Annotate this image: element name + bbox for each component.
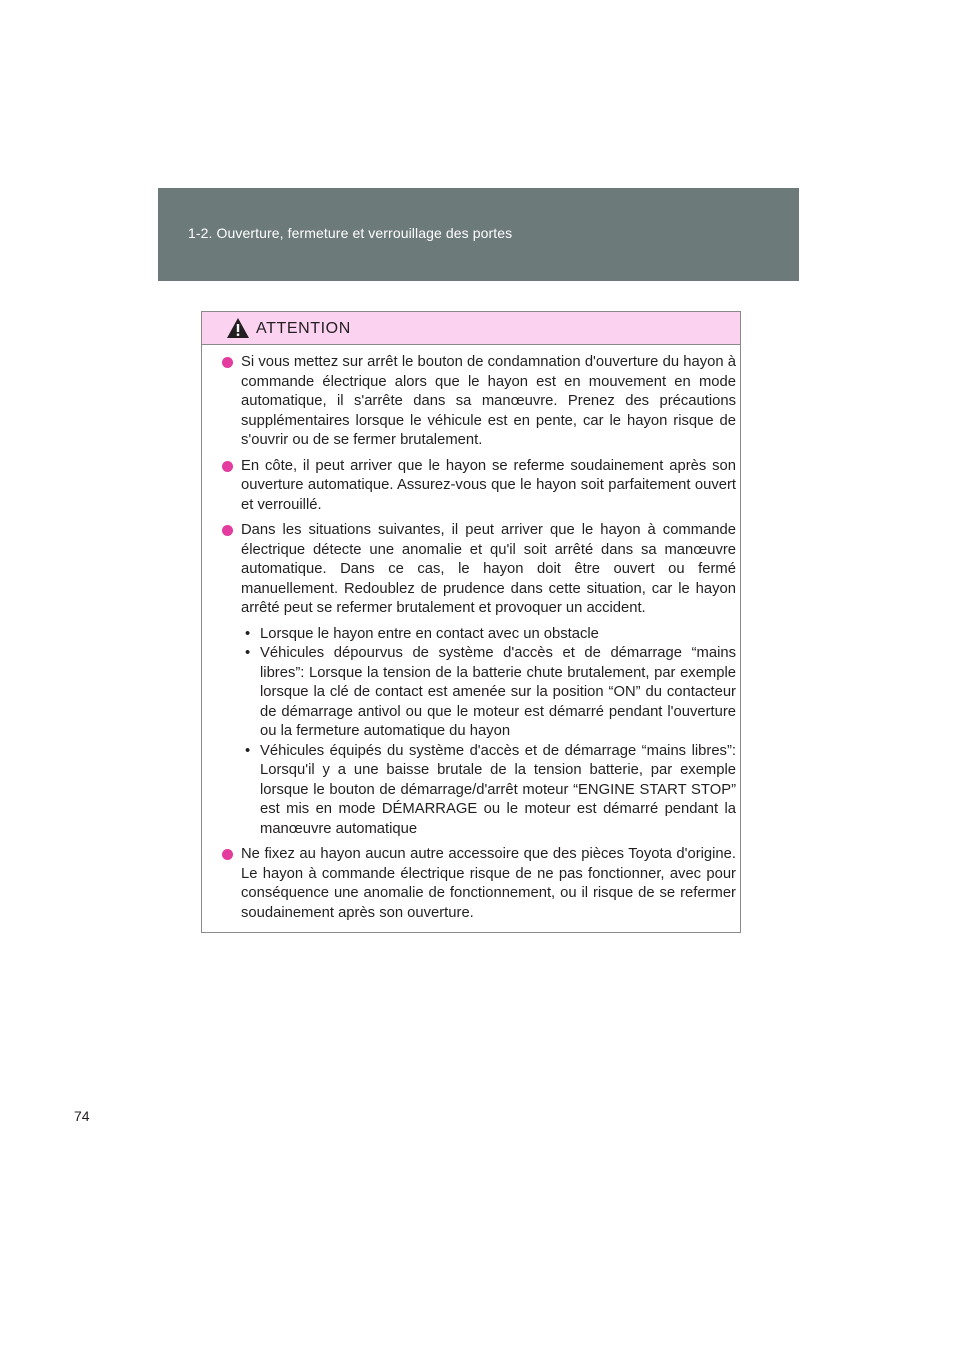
attention-subitem-text: Véhicules dépourvus de système d'accès et de démarrage “mains libres”: Lorsque la tension de la batterie chute brutalement, par exemple lorsque la clé de contact est amenée sur la position “ON” du contacteur de démarrage antivol ou que le moteur est démarré pendant l'ouverture ou la fermeture automatique du hayon (260, 645, 736, 739)
attention-subitem-text: Lorsque le hayon entre en contact avec un obstacle (260, 625, 599, 642)
dot-bullet-icon: • (245, 742, 251, 759)
dot-bullet-icon: • (245, 645, 251, 661)
attention-sublist (241, 625, 736, 840)
dot-bullet-icon: • (245, 625, 251, 642)
attention-item-text: Ne fixez au hayon aucun autre accessoire que des pièces Toyota d'origine. Le hayon à commande électrique risque de ne pas fonctionner, avec pour conséquence une anomalie de fonctionnement, ou il risque de se refermer soudainement après son ouverture. (241, 846, 736, 921)
pink-bullet-icon (222, 849, 233, 860)
attention-item-text: Si vous mettez sur arrêt le bouton de condamnation d'ouverture du hayon à commande électrique alors que le hayon est en mouvement en mode automatique, il s'arrête dans sa manœuvre. Prenez des précautions supplémentaires lorsque le véhicule est en pente, car le hayon risque de s'ouvrir ou de se fermer brutalement. (241, 354, 736, 448)
attention-subitem (241, 644, 736, 742)
attention-subitem-text: Véhicules équipés du système d'accès et de démarrage “mains libres”: Lorsqu'il y a une baisse brutale de la tension batterie, par exemple lorsque le bouton de démarrage/d'arrêt moteur “ENGINE START STOP” est mis en mode DÉMARRAGE ou le moteur est démarré pendant la manœuvre automatique (260, 742, 736, 837)
section-header-band (158, 188, 799, 281)
attention-box (201, 311, 741, 933)
pink-bullet-icon (222, 525, 233, 536)
attention-item (222, 457, 736, 516)
attention-subitem (241, 625, 736, 645)
attention-subitem (241, 742, 736, 840)
attention-item-text: En côte, il peut arriver que le hayon se referme soudainement après son ouverture automatique. Assurez-vous que le hayon soit parfaitement ouvert et verrouillé. (241, 457, 736, 513)
attention-header (202, 312, 740, 345)
section-title: 1-2. Ouverture, fermeture et verrouillage des portes (188, 225, 513, 241)
warning-triangle-icon (226, 317, 250, 339)
pink-bullet-icon (222, 461, 233, 472)
attention-item (222, 845, 736, 923)
attention-item-text: Dans les situations suivantes, il peut arriver que le hayon à commande électrique détecte une anomalie et qu'il soit arrêté dans sa manœuvre automatique. Dans ce cas, le hayon doit être ouvert ou fermé manuellement. Redoublez de prudence dans cette situation, car le hayon arrêté peut se refermer brutalement et provoquer un accident. (241, 522, 736, 616)
pink-bullet-icon (222, 357, 233, 368)
attention-content (222, 353, 736, 929)
attention-title: ATTENTION (256, 320, 351, 337)
page-number: 74 (74, 1108, 90, 1124)
attention-item (222, 521, 736, 619)
attention-item (222, 353, 736, 451)
